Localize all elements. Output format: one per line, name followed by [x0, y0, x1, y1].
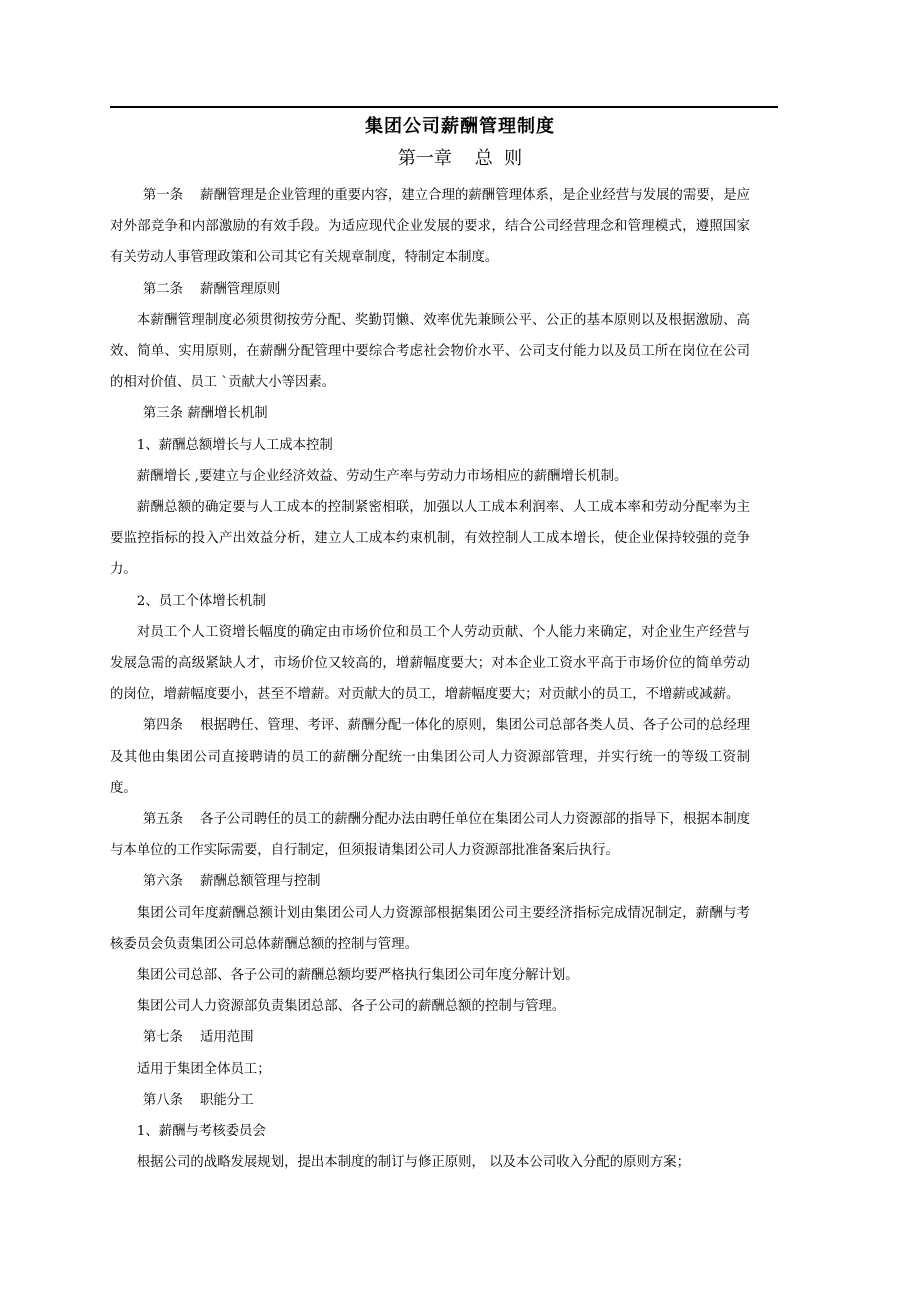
article-3-item-2-para: 对员工个人工资增长幅度的确定由市场价位和员工个人劳动贡献、个人能力来确定，对企业生产经营与发展急需的高级紧缺人才，市场价位又较高的，增薪幅度要大；对本企业工资水平高于市场价位的简单劳动的岗位，增薪幅度要小，甚至不增薪。对贡献大的员工，增薪幅度要大；对贡献小的员工，不增薪或减薪。	[110, 624, 750, 703]
article-7-heading: 第七条 适用范围	[142, 1030, 254, 1046]
document-body	[110, 180, 750, 1179]
article-3-item-1-para-b: 薪酬总额的确定要与人工成本的控制紧密相联，加强以人工成本利润率、人工成本率和劳动分配率为主要监控指标的投入产出效益分析，建立人工成本约束机制，有效控制人工成本增长，使企业保持较强的竞争力。	[110, 500, 750, 578]
article-8-item-1-para: 根据公司的战略发展规划，提出本制度的制订与修正原则， 以及本公司收入分配的原则方案；	[136, 1155, 691, 1171]
article-6-para-b: 集团公司总部、各子公司的薪酬总额均要严格执行集团公司年度分解计划。	[136, 968, 579, 984]
article-6-para-a: 集团公司年度薪酬总额计划由集团公司人力资源部根据集团公司主要经济指标完成情况制定，薪酬与考核委员会负责集团公司总体薪酬总额的控制与管理。	[110, 905, 750, 952]
article-3-heading: 第三条 薪酬增长机制	[142, 406, 268, 422]
chapter-title: 第一章 总 则	[397, 148, 523, 169]
article-3-item-2: 2、员工个体增长机制	[136, 593, 266, 609]
article-1: 第一条 薪酬管理是企业管理的重要内容，建立合理的薪酬管理体系，是企业经营与发展的需要，是应对外部竞争和内部激励的有效手段。为适应现代企业发展的要求，结合公司经营理念和管理模式，遵照国家有关劳动人事管理政策和公司其它有关规章制度，特制定本制度。	[110, 188, 750, 266]
article-6-para-c: 集团公司人力资源部负责集团总部、各子公司的薪酬总额的控制与管理。	[136, 999, 566, 1015]
article-6-heading: 第六条 薪酬总额管理与控制	[142, 874, 321, 890]
article-3-item-1: 1、薪酬总额增长与人工成本控制	[136, 437, 333, 453]
article-7-body: 适用于集团全体员工；	[136, 1061, 271, 1077]
article-3-item-1-para-a: 薪酬增长 ,要建立与企业经济效益、劳动生产率与劳动力市场相应的薪酬增长机制。	[136, 468, 628, 484]
document-title: 集团公司薪酬管理制度	[365, 116, 555, 137]
article-2-heading: 第二条 薪酬管理原则	[142, 281, 281, 297]
article-5: 第五条 各子公司聘任的员工的薪酬分配办法由聘任单位在集团公司人力资源部的指导下，根据本制度与本单位的工作实际需要，自行制定，但须报请集团公司人力资源部批准备案后执行。	[110, 812, 750, 859]
article-8-heading: 第八条 职能分工	[142, 1092, 254, 1108]
article-4: 第四条 根据聘任、管理、考评、薪酬分配一体化的原则，集团公司总部各类人员、各子公司的总经理及其他由集团公司直接聘请的员工的薪酬分配统一由集团公司人力资源部管理，并实行统一的等级工资制度。	[110, 718, 750, 796]
article-2-body: 本薪酬管理制度必须贯彻按劳分配、奖勤罚懒、效率优先兼顾公平、公正的基本原则以及根据激励、高效、简单、实用原则，在薪酬分配管理中要综合考虑社会物价水平、公司支付能力以及员工所在岗位在公司的相对价值、员工 `贡献大小等因素。	[110, 312, 750, 391]
article-8-item-1: 1、薪酬与考核委员会	[136, 1124, 266, 1140]
header-rule	[110, 106, 778, 108]
